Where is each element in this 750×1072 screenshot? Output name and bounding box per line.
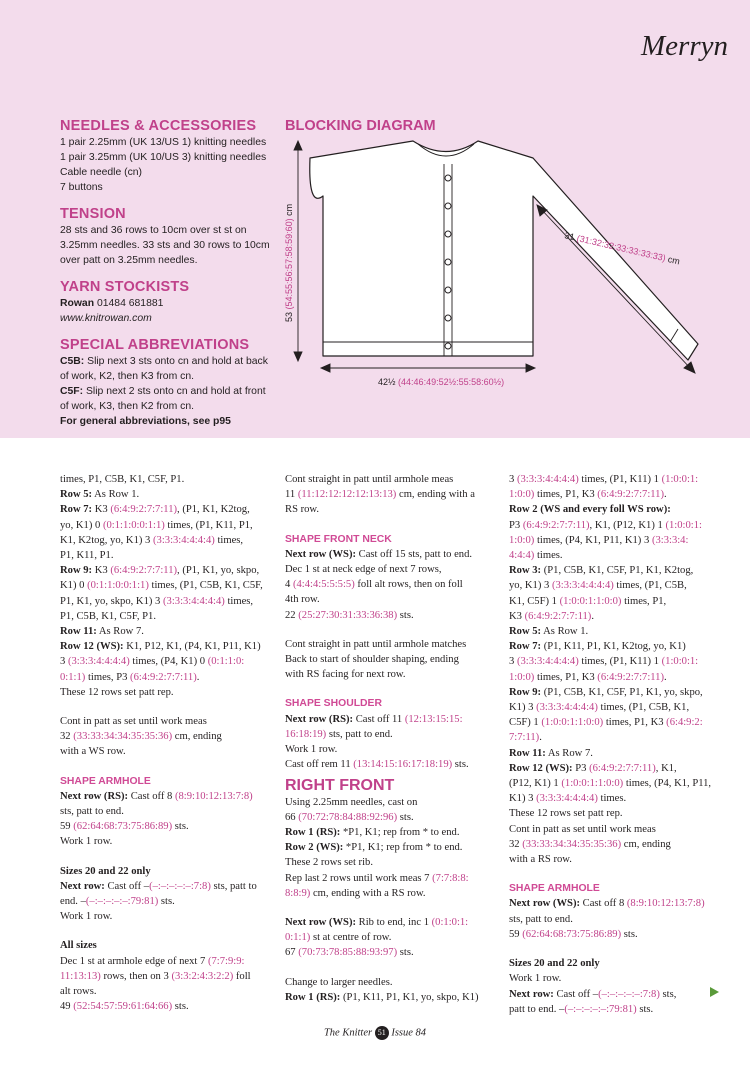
pattern-line: with RS facing for next row. (285, 669, 406, 681)
pattern-line: Using 2.25mm needles, cast on (285, 796, 418, 808)
pattern-line: times, P1, C5B, K1, C5F, P1. (60, 474, 185, 485)
pattern-line: Row 1 (RS): (P1, K11, P1, K1, yo, skpo, K1) (285, 991, 479, 1003)
pattern-line: Next row (RS): Cast off 11 (12:13:15:15: (285, 713, 463, 725)
pattern-line: 49 (52:54:57:59:61:64:66) sts. (60, 1001, 189, 1013)
pattern-line: yo, K1) 3 (3:3:3:4:4:4:4) times, (P1, C5B, (509, 580, 687, 592)
abbrev-def: Slip next 3 sts onto cn and hold at back (84, 356, 268, 367)
pattern-line: Next row (WS): Rib to end, inc 1 (0:1:0:1: (285, 917, 469, 929)
abbrev-term: C5F: (60, 386, 84, 397)
magazine-name: The Knitter (323, 1027, 373, 1039)
size-heading: All sizes (60, 940, 97, 952)
sleeve-arrow (540, 208, 692, 370)
pattern-line: Row 11: As Row 7. (60, 626, 144, 638)
pattern-line: 11:13:13) rows, then on 3 (3:3:2:4:3:2:2) foll (60, 970, 251, 982)
tension-line: 3.25mm needles. 33 sts and 30 rows to 10cm (60, 240, 270, 251)
pattern-line: Cont in patt as set until work meas (60, 716, 207, 728)
sleeve-label: 31 (31:32:32:33:33:33:33) cm (563, 230, 681, 267)
tension-text (60, 223, 275, 268)
pattern-line: K1) 3 (3:3:3:4:4:4:4) times, (P1, C5B, K1, (509, 702, 690, 714)
pattern-line: 4:4:4) times. (509, 550, 563, 562)
needles-list (60, 135, 275, 195)
button-icon (445, 203, 451, 209)
pattern-line: Cont straight in patt until armhole matches (285, 638, 467, 650)
button-icon (445, 231, 451, 237)
pattern-line: Cont in patt as set until work meas (509, 823, 656, 835)
pattern-line: sts, patt to end. (60, 806, 124, 818)
size-heading: Sizes 20 and 22 only (60, 865, 151, 877)
pattern-line: Work 1 row. (60, 911, 113, 923)
pattern-line: 4 (4:4:4:5:5:5:5) foll alt rows, then on foll (285, 579, 463, 591)
button-icon (445, 315, 451, 321)
pattern-line: Next row (WS): Cast off 15 sts, patt to end. (285, 548, 473, 560)
abbrev-term: C5B: (60, 356, 85, 367)
pattern-title: Merryn (641, 30, 728, 62)
pattern-line: Work 1 row. (509, 973, 562, 985)
pattern-line: alt rows. (60, 986, 97, 998)
pattern-line: K1) 0 (0:1:1:0:0:1:1) times, (P1, C5B, K1, C5F, (60, 580, 263, 592)
pattern-line: RS row. (285, 504, 320, 516)
pattern-line: These 12 rows set patt rep. (60, 686, 174, 698)
pattern-line: 32 (33:33:34:34:35:35:36) cm, ending (509, 838, 671, 850)
blocking-diagram (278, 136, 718, 396)
pattern-line: Row 3: (P1, C5B, K1, C5F, P1, K1, K2tog, (509, 565, 694, 577)
pattern-line: Row 7: K3 (6:4:9:2:7:7:11), (P1, K1, K2tog, (60, 504, 250, 516)
arrow-head-icon (294, 141, 302, 150)
pattern-line: 1:0:0) times, P1, K3 (6:4:9:2:7:7:11). (509, 671, 667, 683)
pattern-line: (P12, K1) 1 (1:0:0:1:1:0:0) times, (P4, K1, P11, (509, 778, 712, 790)
pattern-line: Row 12 (WS): P3 (6:4:9:2:7:7:11), K1, (509, 762, 677, 774)
pattern-line: end. –(–:–:–:–:–:79:81) sts. (60, 896, 175, 908)
button-icon (445, 343, 451, 349)
pattern-line: 3 (3:3:3:4:4:4:4) times, (P1, K11) 1 (1:0:0:1: (509, 656, 699, 668)
pattern-line: 1:0:0) times, (P4, K1, P11, K1) 3 (3:3:3:4: (509, 534, 689, 546)
pattern-line: 22 (25:27:30:31:33:36:38) sts. (285, 609, 414, 621)
arrow-head-icon (294, 352, 302, 361)
section-heading: SHAPE SHOULDER (285, 698, 382, 710)
pattern-line: Work 1 row. (285, 744, 338, 756)
needles-line: 1 pair 2.25mm (UK 13/US 1) knitting needles (60, 137, 267, 148)
pattern-line: 3 (3:3:3:4:4:4:4) times, (P1, K11) 1 (1:0:0:1: (509, 474, 699, 485)
pattern-line: sts, patt to end. (509, 913, 573, 925)
section-heading: SHAPE ARMHOLE (509, 883, 600, 895)
pattern-line: Row 1 (RS): *P1, K1; rep from * to end. (285, 827, 460, 839)
pattern-line: Dec 1 st at armhole edge of next 7 (7:7:9:9: (60, 955, 245, 967)
tension-line: 28 sts and 36 rows to 10cm over st st on (60, 225, 247, 236)
pattern-line: Back to start of shoulder shaping, ending (285, 654, 459, 666)
pattern-line: Next row: Cast off –(–:–:–:–:–:7:8) sts, (509, 988, 677, 1000)
pattern-line: Cont straight in patt until armhole meas (285, 474, 454, 485)
pattern-line: Row 11: As Row 7. (509, 747, 593, 759)
yarn-phone: 01484 681881 (96, 298, 164, 309)
needles-line: 7 buttons (60, 182, 103, 193)
tension-heading: TENSION (60, 206, 126, 222)
arrow-head-icon (321, 364, 330, 372)
pattern-line: 67 (70:73:78:85:88:93:97) sts. (285, 947, 414, 959)
pattern-line: Row 2 (WS): *P1, K1; rep from * to end. (285, 842, 463, 854)
width-label: 42½ (44:46:49:52½:55:58:60½) (378, 377, 505, 387)
yarn-brand: Rowan (60, 298, 95, 309)
abbrev-heading: SPECIAL ABBREVIATIONS (60, 337, 250, 353)
section-heading: SHAPE FRONT NECK (285, 533, 392, 545)
pattern-line: Row 9: (P1, C5B, K1, C5F, P1, K1, yo, skpo, (509, 686, 703, 698)
pattern-line: P1, K1, yo, skpo, K1) 3 (3:3:3:4:4:4:4) times, (60, 595, 254, 607)
yarn-text (60, 296, 275, 326)
pattern-line: Row 9: K3 (6:4:9:2:7:7:11), (P1, K1, yo, skpo, (60, 565, 260, 577)
pattern-line: 0:1:1) times, P3 (6:4:9:2:7:7:11). (60, 671, 200, 683)
pattern-line: Work 1 row. (60, 836, 113, 848)
pattern-line: 1:0:0) times, P1, K3 (6:4:9:2:7:7:11). (509, 489, 667, 501)
abbrev-def: of work, K3, then K2 from cn. (60, 401, 194, 412)
pattern-line: Row 2 (WS and every foll WS row): (509, 504, 671, 516)
yarn-web[interactable]: www.knitrowan.com (60, 313, 152, 324)
size-heading: Sizes 20 and 22 only (509, 958, 600, 970)
pattern-line: P1, K11, P1. (60, 550, 114, 562)
button-icon (445, 287, 451, 293)
pattern-line: 16:18:19) sts, patt to end. (285, 728, 393, 740)
page-footer (0, 1026, 750, 1040)
pattern-line: K1) 3 (3:3:3:4:4:4:4) times. (509, 793, 627, 805)
pattern-line: 11 (11:12:12:12:12:13:13) cm, ending with a (285, 489, 475, 501)
abbrev-text (60, 354, 275, 429)
pattern-line: 32 (33:33:34:34:35:35:36) cm, ending (60, 731, 222, 743)
pattern-line: K3 (6:4:9:2:7:7:11). (509, 610, 594, 622)
abbrev-def: of work, K2, then K3 from cn. (60, 371, 194, 382)
pattern-line: Next row (RS): Cast off 8 (8:9:10:12:13:7:8) (60, 790, 253, 802)
pattern-line: Row 5: As Row 1. (509, 626, 589, 638)
continue-arrow-icon (710, 987, 719, 997)
pattern-line: Rep last 2 rows until work meas 7 (7:7:8:8: (285, 872, 469, 884)
column-2 (285, 472, 500, 1005)
pattern-line: 59 (62:64:68:73:75:86:89) sts. (60, 821, 189, 833)
button-icon (445, 259, 451, 265)
pattern-line: P1, C5B, K1, C5F, P1. (60, 610, 156, 622)
pattern-line: Row 7: (P1, K11, P1, K1, K2tog, yo, K1) (509, 641, 686, 653)
pattern-line: Row 5: As Row 1. (60, 489, 140, 501)
pattern-line: Change to larger needles. (285, 976, 393, 988)
arrow-head-icon (526, 364, 535, 372)
pattern-line: patt to end. –(–:–:–:–:–:79:81) sts. (509, 1003, 654, 1015)
needles-line: 1 pair 3.25mm (UK 10/US 3) knitting needles (60, 152, 267, 163)
pattern-line: 3 (3:3:3:4:4:4:4) times, (P4, K1) 0 (0:1:1:0: (60, 656, 245, 668)
section-heading: SHAPE ARMHOLE (60, 775, 151, 787)
button-icon (445, 175, 451, 181)
pattern-line: 7:7:11). (509, 732, 542, 744)
pattern-line: These 12 rows set patt rep. (509, 808, 623, 820)
needles-line: Cable needle (cn) (60, 167, 143, 178)
yarn-heading: YARN STOCKISTS (60, 279, 190, 295)
page-number: 51 (375, 1026, 389, 1040)
column-1 (60, 472, 275, 1015)
pattern-line: with a WS row. (60, 746, 126, 758)
pattern-line: These 2 rows set rib. (285, 857, 373, 869)
pattern-line: Cast off rem 11 (13:14:15:16:17:18:19) sts. (285, 759, 469, 771)
issue-label: Issue 84 (391, 1027, 427, 1039)
pattern-line: 59 (62:64:68:73:75:86:89) sts. (509, 928, 638, 940)
needles-heading: NEEDLES & ACCESSORIES (60, 118, 257, 134)
pattern-line: yo, K1) 0 (0:1:1:0:0:1:1) times, (P1, K11, P1, (60, 519, 253, 531)
abbrev-def: Slip next 2 sts onto cn and hold at front (83, 386, 266, 397)
pattern-line: with a RS row. (509, 854, 572, 866)
pattern-line: Row 12 (WS): K1, P12, K1, (P4, K1, P11, K1) (60, 641, 261, 653)
pattern-line: C5F) 1 (1:0:0:1:1:0:0) times, P1, K3 (6:4:9:2: (509, 717, 703, 729)
pattern-line: Next row: Cast off –(–:–:–:–:–:7:8) sts, patt to (60, 880, 257, 892)
column-3 (509, 472, 734, 1017)
pattern-line: 0:1:1) st at centre of row. (285, 932, 392, 944)
pattern-line: 66 (70:72:78:84:88:92:96) sts. (285, 811, 414, 823)
pattern-line: 8:8:9) cm, ending with a RS row. (285, 887, 426, 899)
tension-line: over patt on 3.25mm needles. (60, 255, 198, 266)
diagram-heading: BLOCKING DIAGRAM (285, 118, 436, 134)
pattern-line: Dec 1 st at neck edge of next 7 rows, (285, 564, 442, 576)
pattern-line: Next row (WS): Cast off 8 (8:9:10:12:13:7:8) (509, 898, 705, 910)
section-title: RIGHT FRONT (285, 777, 395, 795)
pattern-line: P3 (6:4:9:2:7:7:11), K1, (P12, K1) 1 (1:0:0:1: (509, 519, 702, 531)
general-abbrev-note: For general abbreviations, see p95 (60, 416, 231, 427)
length-label: 53 (54:55:56:57:58:59:60) cm (284, 203, 294, 322)
pattern-line: 4th row. (285, 594, 320, 606)
pattern-line: K1, C5F) 1 (1:0:0:1:1:0:0) times, P1, (509, 595, 667, 607)
pattern-line: K1, K2tog, yo, K1) 3 (3:3:3:4:4:4:4) times, (60, 534, 244, 546)
